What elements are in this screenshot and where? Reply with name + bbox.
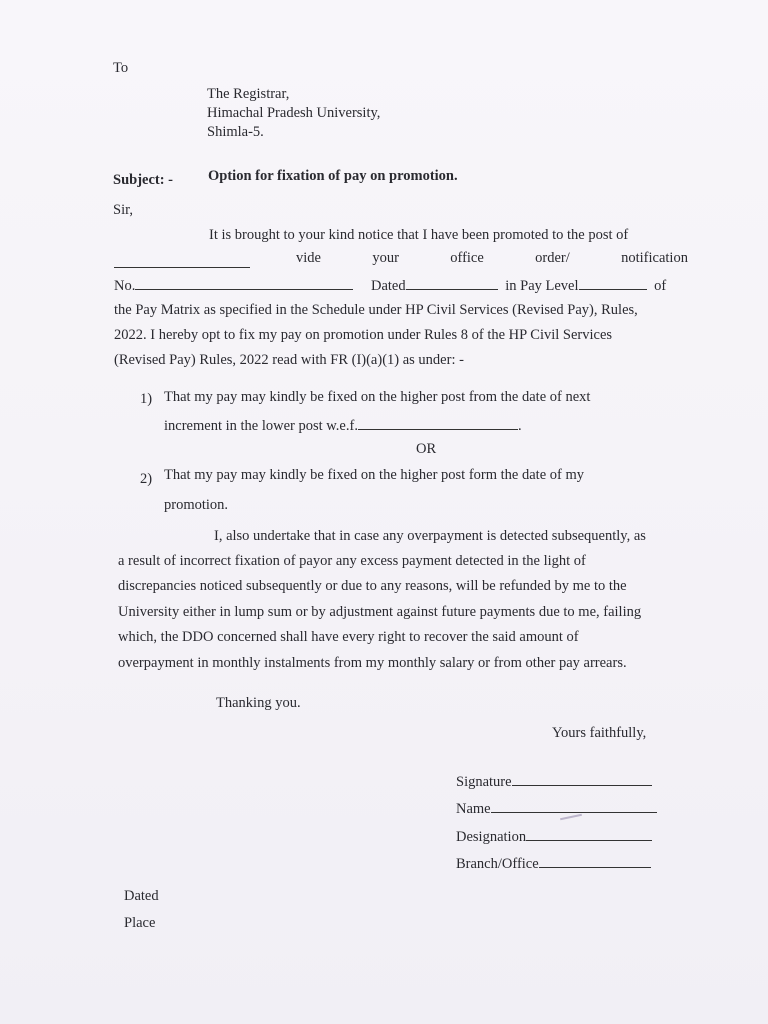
wef-label: increment in the lower post w.e.f. — [164, 418, 358, 434]
word-notification: notification — [621, 250, 688, 266]
dated-label-footer: Dated — [124, 888, 159, 904]
option1-line1: That my pay may kindly be fixed on the higher post from the date of next — [164, 389, 591, 405]
order-number-blank — [135, 277, 353, 290]
word-your: your — [372, 250, 399, 266]
para2-line2: a result of incorrect fixation of payor any excess payment detected in the light of — [118, 553, 586, 569]
para1-line2 — [296, 250, 688, 267]
word-vide: vide — [296, 250, 321, 266]
para1-line4: the Pay Matrix as specified in the Schedule under HP Civil Services (Revised Pay), Rules, — [114, 302, 638, 318]
subject-text: Option for fixation of pay on promotion. — [208, 168, 458, 184]
salutation: Sir, — [113, 202, 133, 218]
para1-line1: It is brought to your kind notice that I have been promoted to the post of — [209, 227, 629, 243]
order-date-blank — [406, 277, 498, 290]
addressee-line-3: Shimla-5. — [207, 124, 264, 140]
signature-field — [456, 773, 652, 791]
designation-field — [456, 828, 652, 846]
to-label: To — [113, 60, 129, 76]
signature-label: Signature — [456, 774, 512, 790]
of-label: of — [654, 278, 667, 294]
option1-line2 — [164, 417, 522, 435]
para1-line3 — [114, 277, 666, 295]
yours-faithfully: Yours faithfully, — [552, 725, 647, 741]
para2-line1: I, also undertake that in case any overpayment is detected subsequently, as — [214, 528, 646, 544]
branch-field — [456, 855, 651, 873]
no-label: No. — [114, 278, 136, 294]
para2-line4: University either in lump sum or by adjustment against future payments due to me, failing — [118, 604, 642, 620]
branch-label: Branch/Office — [456, 856, 539, 872]
place-label: Place — [124, 915, 156, 931]
post-blank — [114, 255, 250, 273]
para2-line5: which, the DDO concerned shall have every right to recover the said amount of — [118, 629, 579, 645]
wef-date-blank — [358, 417, 518, 430]
option2-line1: That my pay may kindly be fixed on the higher post form the date of my — [164, 467, 584, 483]
option2-line2: promotion. — [164, 497, 229, 513]
option1-period: . — [517, 418, 522, 434]
branch-blank — [539, 855, 651, 868]
designation-label: Designation — [456, 829, 527, 845]
addressee-line-1: The Registrar, — [207, 86, 290, 102]
word-order: order/ — [535, 250, 570, 266]
pay-level-blank — [579, 277, 647, 290]
word-office: office — [450, 250, 484, 266]
pay-level-label: in Pay Level — [505, 278, 579, 294]
name-blank — [491, 800, 657, 813]
dated-label: Dated — [370, 278, 406, 294]
name-label: Name — [456, 801, 491, 817]
thanking-you: Thanking you. — [216, 695, 301, 711]
subject-label: Subject: - — [113, 172, 174, 188]
signature-blank — [512, 773, 652, 786]
addressee-line-2: Himachal Pradesh University, — [207, 105, 381, 121]
para2-line6: overpayment in monthly instalments from my monthly salary or from other pay arrears. — [118, 655, 627, 671]
name-field — [456, 800, 657, 818]
designation-blank — [526, 828, 652, 841]
para1-line5: 2022. I hereby opt to fix my pay on promotion under Rules 8 of the HP Civil Services — [114, 327, 613, 343]
option1-number: 1) — [140, 391, 153, 407]
option2-number: 2) — [140, 471, 153, 487]
or-separator: OR — [416, 441, 437, 457]
para1-line6: (Revised Pay) Rules, 2022 read with FR (I)(a)(1) as under: - — [114, 352, 464, 368]
para2-line3: discrepancies noticed subsequently or due to any reasons, will be refunded by me to the — [118, 578, 627, 594]
